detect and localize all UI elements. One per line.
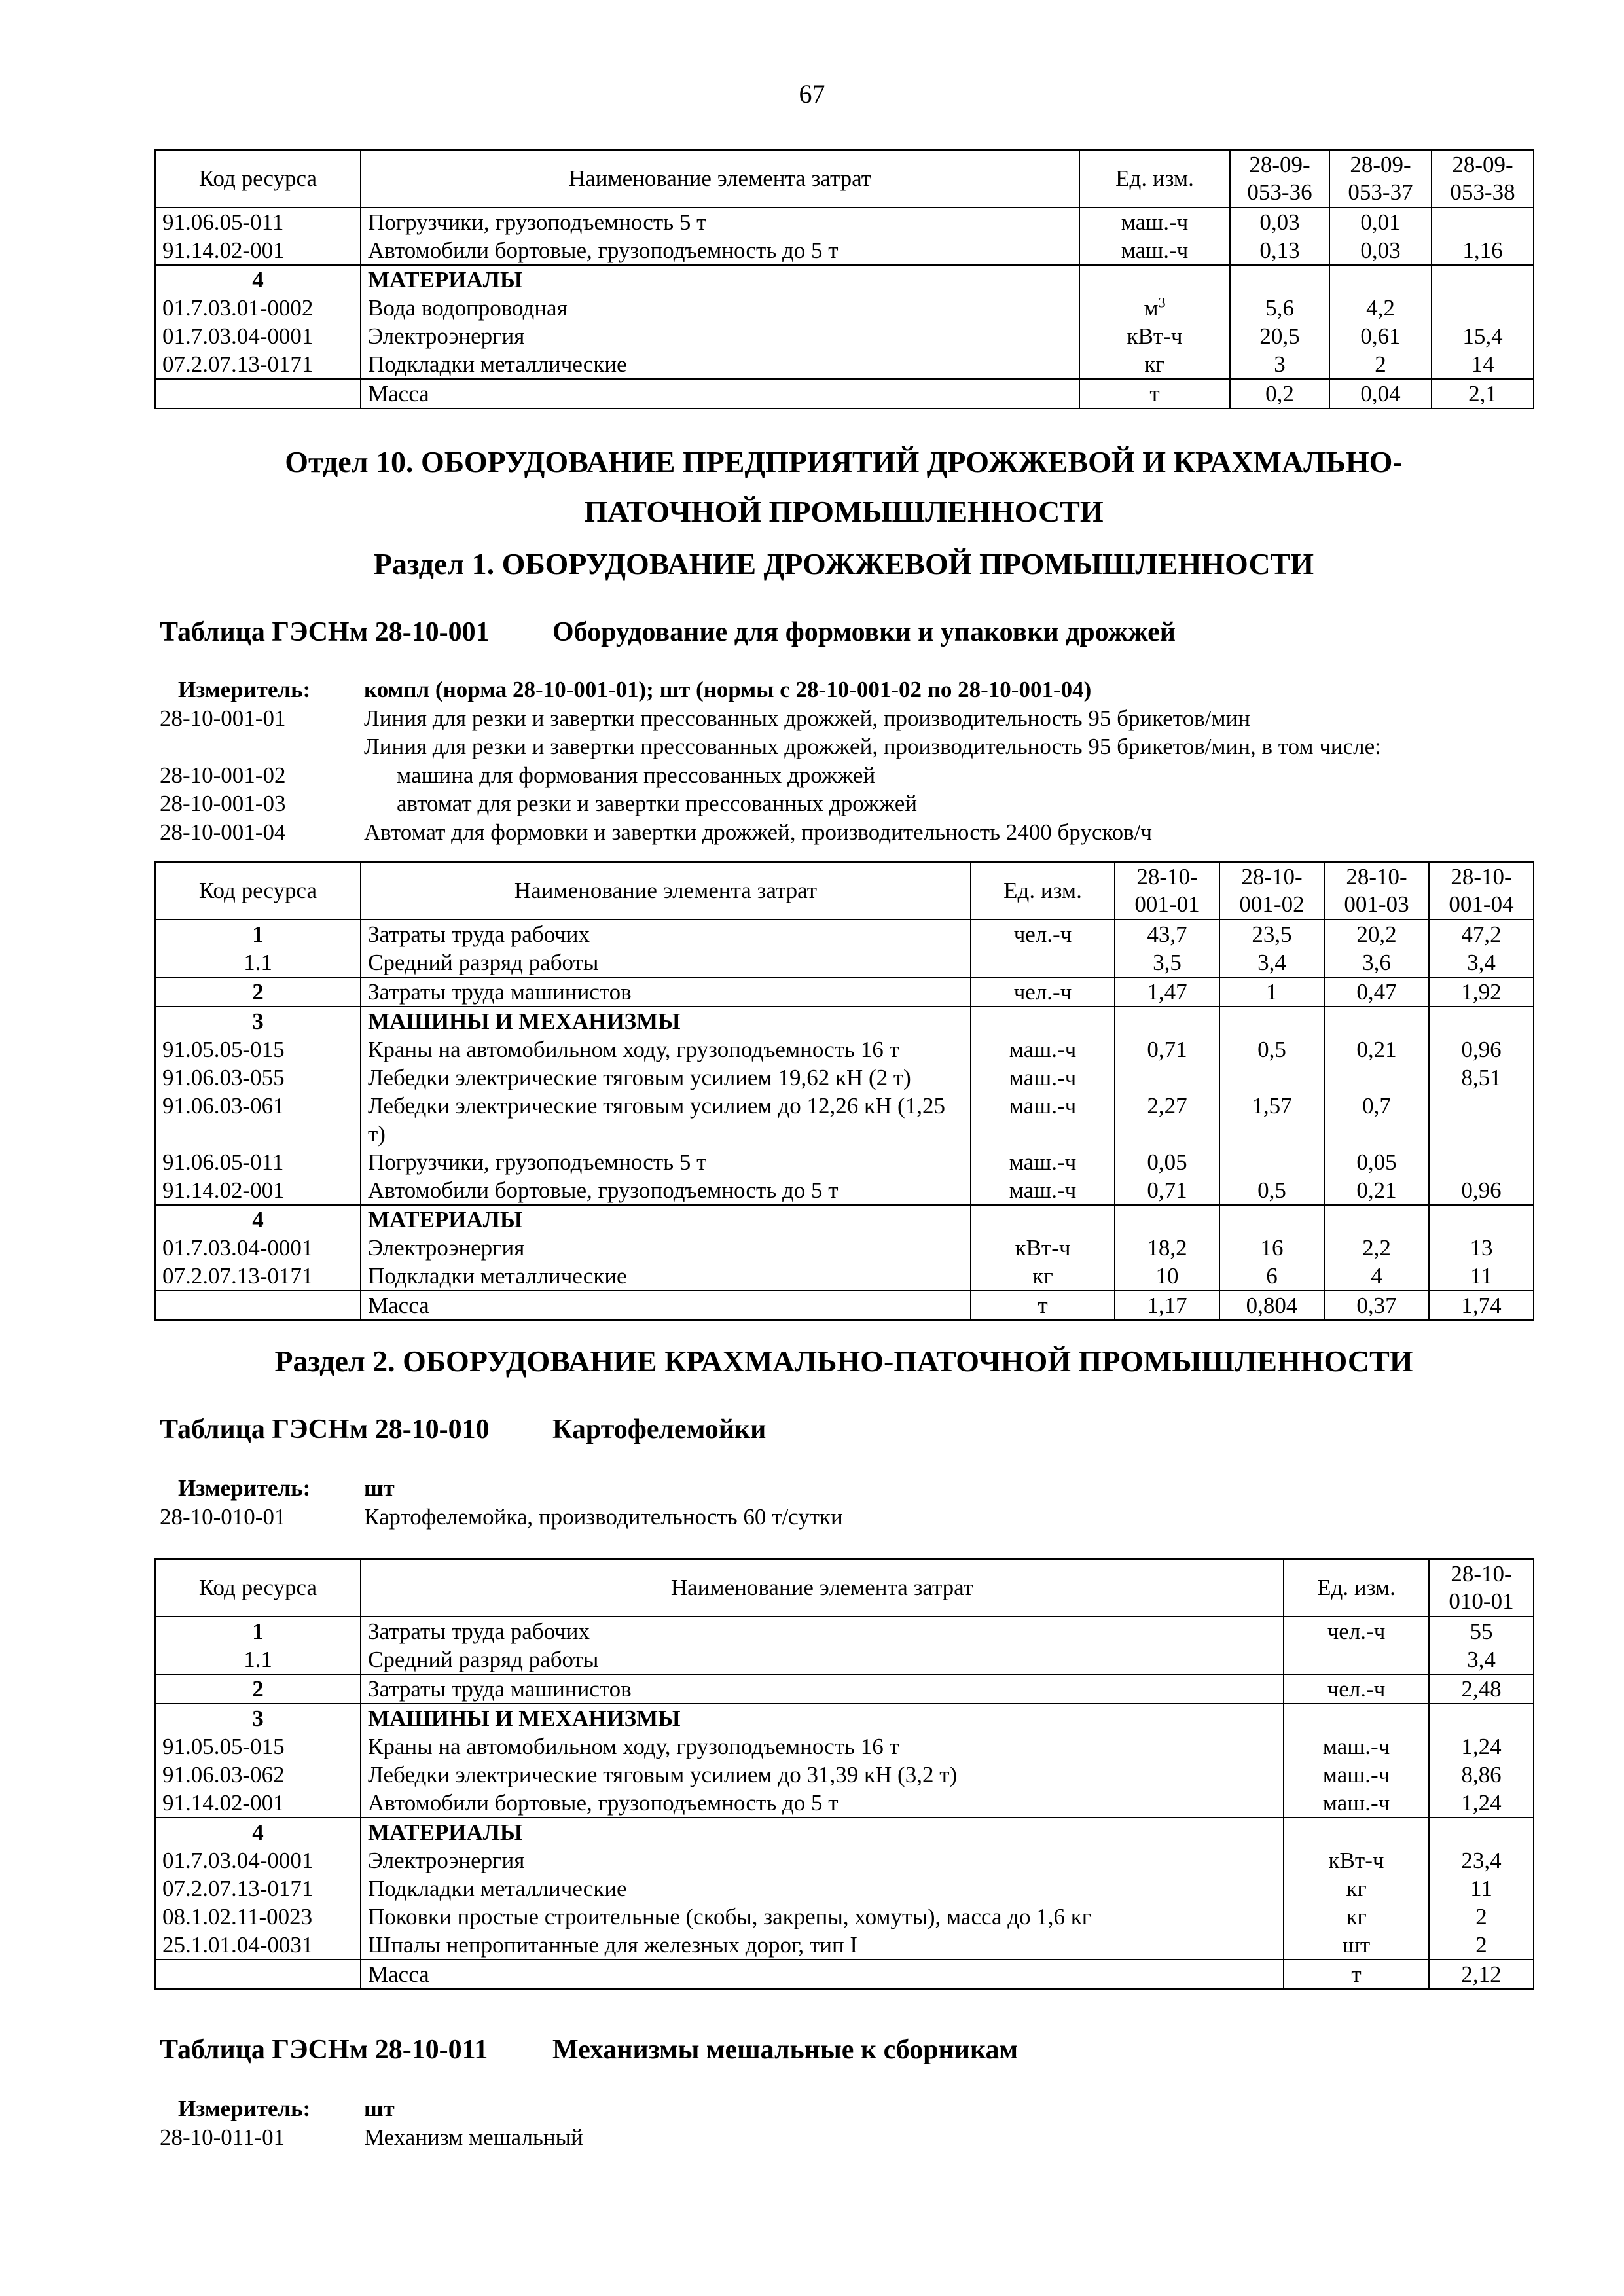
- table-row: [155, 1291, 1534, 1320]
- header-column: 28-10-010-01: [1429, 1559, 1534, 1617]
- table-row: [155, 1789, 1534, 1818]
- row-name: Средний разряд работы: [361, 948, 971, 977]
- table-header-row: [155, 150, 1534, 207]
- table-row: [155, 948, 1534, 977]
- row-unit: [1284, 1704, 1429, 1732]
- row-value: 2,1: [1432, 379, 1534, 408]
- meter-value: шт: [364, 2096, 395, 2121]
- row-code: 91.06.05-011: [155, 207, 361, 236]
- table-1-block: [154, 861, 1533, 1321]
- row-value: [1429, 1818, 1534, 1846]
- row-value: 0,13: [1230, 236, 1329, 265]
- row-value: 0,96: [1429, 1176, 1534, 1205]
- row-value: 11: [1429, 1262, 1534, 1291]
- row-code: 4: [155, 1818, 361, 1846]
- row-value: [1324, 1064, 1429, 1092]
- row-unit: маш.-ч: [971, 1035, 1115, 1064]
- row-value: 0,804: [1219, 1291, 1324, 1320]
- table-title: [160, 615, 1176, 649]
- row-value: 3,4: [1429, 1645, 1534, 1674]
- table-row: [155, 1732, 1534, 1761]
- norm-text: Автомат для формовки и завертки дрожжей, производительность 2400 брусков/ч: [364, 819, 1152, 845]
- meter-value: шт: [364, 1475, 395, 1501]
- row-value: [1219, 1064, 1324, 1092]
- unit-text: м: [1144, 295, 1159, 321]
- row-unit: [1079, 265, 1230, 294]
- header-unit: Ед. изм.: [1284, 1559, 1429, 1617]
- row-name: Погрузчики, грузоподъемность 5 т: [361, 207, 1079, 236]
- norm-code: 28-10-011-01: [160, 2124, 285, 2150]
- row-value: [1432, 265, 1534, 294]
- header-column: 28-10-001-01: [1115, 862, 1219, 920]
- row-value: 0,37: [1324, 1291, 1429, 1320]
- row-value: [1329, 265, 1432, 294]
- department-title-line: ПАТОЧНОЙ ПРОМЫШЛЕННОСТИ: [584, 495, 1104, 528]
- row-value: 1,17: [1115, 1291, 1219, 1320]
- header-unit: Ед. изм.: [971, 862, 1115, 920]
- row-value: 2,12: [1429, 1960, 1534, 1989]
- row-unit: маш.-ч: [971, 1064, 1115, 1092]
- row-code: 07.2.07.13-0171: [155, 350, 361, 379]
- table-row: [155, 1007, 1534, 1035]
- row-code: 01.7.03.04-0001: [155, 322, 361, 350]
- row-name: Масса: [361, 1291, 971, 1320]
- row-unit: маш.-ч: [1079, 207, 1230, 236]
- department-title-line: Отдел 10. ОБОРУДОВАНИЕ ПРЕДПРИЯТИЙ ДРОЖЖЕВОЙ И КРАХМАЛЬНО-: [285, 445, 1403, 478]
- row-unit: [1079, 294, 1230, 322]
- row-value: 0,5: [1219, 1176, 1324, 1205]
- row-name: Масса: [361, 1960, 1284, 1989]
- row-unit: [971, 1205, 1115, 1234]
- row-value: 2: [1329, 350, 1432, 379]
- norm-text: Картофелемойка, производительность 60 т/сутки: [364, 1503, 843, 1530]
- row-name: Электроэнергия: [361, 1846, 1284, 1874]
- row-value: 2: [1429, 1931, 1534, 1960]
- row-unit: т: [971, 1291, 1115, 1320]
- row-name: Затраты труда машинистов: [361, 977, 971, 1007]
- norm-text: Линия для резки и завертки прессованных дрожжей, производительность 95 брикетов/мин, в том числе:: [364, 734, 1381, 759]
- row-code: 91.14.02-001: [155, 236, 361, 265]
- table-row: [155, 1205, 1534, 1234]
- row-value: 2,27: [1115, 1092, 1219, 1148]
- row-value: [1219, 1148, 1324, 1176]
- norm-text: Линия для резки и завертки прессованных дрожжей, производительность 95 брикетов/мин: [364, 705, 1250, 731]
- row-code: 3: [155, 1007, 361, 1035]
- row-value: 8,51: [1429, 1064, 1534, 1092]
- meter-block: [160, 2094, 1534, 2151]
- row-name: Шпалы непропитанные для железных дорог, тип I: [361, 1931, 1284, 1960]
- norm-row: [160, 732, 1534, 761]
- section-title: Раздел 1. ОБОРУДОВАНИЕ ДРОЖЖЕВОЙ ПРОМЫШЛЕННОСТИ: [373, 547, 1314, 581]
- row-value: 2,2: [1324, 1234, 1429, 1262]
- table-top-block: [154, 149, 1533, 409]
- row-value: 0,61: [1329, 322, 1432, 350]
- row-name: МАТЕРИАЛЫ: [361, 265, 1079, 294]
- row-unit: [971, 1007, 1115, 1035]
- table-row: [155, 1818, 1534, 1846]
- row-value: 6: [1219, 1262, 1324, 1291]
- row-name: Подкладки металлические: [361, 350, 1079, 379]
- header-column: 28-09-053-36: [1230, 150, 1329, 207]
- row-name: Масса: [361, 379, 1079, 408]
- row-code: 1.1: [155, 1645, 361, 1674]
- meter-row: [160, 1474, 1534, 1503]
- row-unit: кг: [1284, 1874, 1429, 1903]
- row-value: 4: [1324, 1262, 1429, 1291]
- row-code: 91.05.05-015: [155, 1035, 361, 1064]
- row-code: 01.7.03.01-0002: [155, 294, 361, 322]
- row-name: МАШИНЫ И МЕХАНИЗМЫ: [361, 1704, 1284, 1732]
- row-unit: [971, 948, 1115, 977]
- table-row: [155, 1874, 1534, 1903]
- row-value: 15,4: [1432, 322, 1534, 350]
- table-row: [155, 350, 1534, 379]
- row-code: 1.1: [155, 948, 361, 977]
- header-unit: Ед. изм.: [1079, 150, 1230, 207]
- header-column: 28-10-001-04: [1429, 862, 1534, 920]
- row-value: 20,5: [1230, 322, 1329, 350]
- table-row: [155, 920, 1534, 948]
- row-value: 0,01: [1329, 207, 1432, 236]
- row-value: 0,05: [1115, 1148, 1219, 1176]
- row-value: [1429, 1007, 1534, 1035]
- table-row: [155, 1148, 1534, 1176]
- row-name: МАТЕРИАЛЫ: [361, 1205, 971, 1234]
- row-name: Подкладки металлические: [361, 1262, 971, 1291]
- row-unit: кВт-ч: [971, 1234, 1115, 1262]
- row-value: 0,7: [1324, 1092, 1429, 1148]
- table-row: [155, 265, 1534, 294]
- row-code: [155, 1291, 361, 1320]
- table-header-row: [155, 862, 1534, 920]
- row-value: 18,2: [1115, 1234, 1219, 1262]
- row-unit: чел.-ч: [1284, 1674, 1429, 1704]
- row-value: [1324, 1007, 1429, 1035]
- row-unit: т: [1284, 1960, 1429, 1989]
- row-value: 16: [1219, 1234, 1324, 1262]
- norm-row: [160, 704, 1534, 733]
- row-code: 91.14.02-001: [155, 1176, 361, 1205]
- norm-code: 28-10-001-04: [160, 819, 286, 845]
- row-value: [1429, 1205, 1534, 1234]
- row-value: 47,2: [1429, 920, 1534, 948]
- row-value: 1: [1219, 977, 1324, 1007]
- unit-superscript: 3: [1158, 294, 1166, 311]
- row-code: 91.06.03-055: [155, 1064, 361, 1092]
- row-code: [155, 379, 361, 408]
- row-name: Погрузчики, грузоподъемность 5 т: [361, 1148, 971, 1176]
- row-value: 0,71: [1115, 1035, 1219, 1064]
- row-value: 4,2: [1329, 294, 1432, 322]
- row-value: [1219, 1205, 1324, 1234]
- row-value: [1219, 1007, 1324, 1035]
- row-value: 3,4: [1429, 948, 1534, 977]
- row-value: 14: [1432, 350, 1534, 379]
- row-code: [155, 1960, 361, 1989]
- row-code: 07.2.07.13-0171: [155, 1874, 361, 1903]
- row-value: 0,04: [1329, 379, 1432, 408]
- table-row: [155, 1645, 1534, 1674]
- row-value: 0,5: [1219, 1035, 1324, 1064]
- row-name: Лебедки электрические тяговым усилием до 31,39 кН (3,2 т): [361, 1761, 1284, 1789]
- row-name: Подкладки металлические: [361, 1874, 1284, 1903]
- row-name: Автомобили бортовые, грузоподъемность до 5 т: [361, 236, 1079, 265]
- row-value: [1432, 294, 1534, 322]
- row-name: Электроэнергия: [361, 1234, 971, 1262]
- table-row: [155, 1903, 1534, 1931]
- row-value: [1115, 1007, 1219, 1035]
- row-code: 2: [155, 1674, 361, 1704]
- meter-block: [160, 1474, 1534, 1531]
- row-unit: маш.-ч: [1079, 236, 1230, 265]
- row-value: 0,05: [1324, 1148, 1429, 1176]
- row-value: 10: [1115, 1262, 1219, 1291]
- row-value: [1115, 1064, 1219, 1092]
- row-unit: [1284, 1818, 1429, 1846]
- row-value: 0,47: [1324, 977, 1429, 1007]
- row-value: 0,21: [1324, 1176, 1429, 1205]
- table-row: [155, 1035, 1534, 1064]
- meter-value: компл (норма 28-10-001-01); шт (нормы с 28-10-001-02 по 28-10-001-04): [364, 677, 1092, 702]
- row-value: 0,03: [1329, 236, 1432, 265]
- table-row: [155, 977, 1534, 1007]
- header-code: Код ресурса: [155, 1559, 361, 1617]
- row-unit: [1284, 1645, 1429, 1674]
- row-value: 3,6: [1324, 948, 1429, 977]
- norm-text: автомат для резки и завертки прессованных дрожжей: [397, 791, 917, 816]
- row-value: [1429, 1148, 1534, 1176]
- table-header-row: [155, 1559, 1534, 1617]
- table-row: [155, 1176, 1534, 1205]
- row-unit: маш.-ч: [971, 1148, 1115, 1176]
- meter-row: [160, 2094, 1534, 2123]
- row-unit: кг: [1284, 1903, 1429, 1931]
- row-code: 4: [155, 265, 361, 294]
- table-title: [160, 1412, 767, 1446]
- row-name: Затраты труда рабочих: [361, 920, 971, 948]
- row-name: Лебедки электрические тяговым усилием 19,62 кН (2 т): [361, 1064, 971, 1092]
- row-value: 1,74: [1429, 1291, 1534, 1320]
- table-2-block: [154, 1558, 1533, 1990]
- table-row: [155, 294, 1534, 322]
- header-column: 28-09-053-38: [1432, 150, 1534, 207]
- norm-text: Механизм мешальный: [364, 2124, 583, 2150]
- table-row: [155, 1674, 1534, 1704]
- row-unit: кг: [1079, 350, 1230, 379]
- row-name: Затраты труда рабочих: [361, 1617, 1284, 1645]
- header-code: Код ресурса: [155, 862, 361, 920]
- table-label: Таблица ГЭСНм 28-10-001: [160, 617, 490, 647]
- norm-code: 28-10-001-01: [160, 705, 286, 731]
- row-name: Лебедки электрические тяговым усилием до 12,26 кН (1,25 т): [361, 1092, 971, 1148]
- row-code: 08.1.02.11-0023: [155, 1903, 361, 1931]
- row-value: 3,5: [1115, 948, 1219, 977]
- table-row: [155, 1761, 1534, 1789]
- row-unit: маш.-ч: [971, 1092, 1115, 1148]
- row-code: 01.7.03.04-0001: [155, 1234, 361, 1262]
- header-column: 28-09-053-37: [1329, 150, 1432, 207]
- row-value: 1,47: [1115, 977, 1219, 1007]
- row-name: Вода водопроводная: [361, 294, 1079, 322]
- row-code: 3: [155, 1704, 361, 1732]
- row-code: 91.14.02-001: [155, 1789, 361, 1818]
- row-value: 2: [1429, 1903, 1534, 1931]
- section-title: Раздел 2. ОБОРУДОВАНИЕ КРАХМАЛЬНО-ПАТОЧНОЙ ПРОМЫШЛЕННОСТИ: [274, 1344, 1413, 1378]
- table-row: [155, 1234, 1534, 1262]
- table-label: Таблица ГЭСНм 28-10-011: [160, 2035, 488, 2065]
- row-code: 01.7.03.04-0001: [155, 1846, 361, 1874]
- meter-label: Измеритель:: [178, 677, 311, 702]
- row-code: 91.06.05-011: [155, 1148, 361, 1176]
- row-value: 1,24: [1429, 1789, 1534, 1818]
- row-name: Автомобили бортовые, грузоподъемность до 5 т: [361, 1789, 1284, 1818]
- row-unit: маш.-ч: [971, 1176, 1115, 1205]
- row-unit: чел.-ч: [1284, 1617, 1429, 1645]
- table-label: Таблица ГЭСНм 28-10-010: [160, 1414, 490, 1444]
- row-unit: маш.-ч: [1284, 1732, 1429, 1761]
- table-row: [155, 1931, 1534, 1960]
- row-value: 1,16: [1432, 236, 1534, 265]
- row-unit: чел.-ч: [971, 977, 1115, 1007]
- meter-block: [160, 675, 1534, 846]
- resource-table-28-10-010: [154, 1558, 1534, 1990]
- row-value: 0,2: [1230, 379, 1329, 408]
- row-value: 43,7: [1115, 920, 1219, 948]
- table-row: [155, 1064, 1534, 1092]
- row-code: 91.05.05-015: [155, 1732, 361, 1761]
- row-unit: кВт-ч: [1284, 1846, 1429, 1874]
- row-value: 1,57: [1219, 1092, 1324, 1148]
- row-value: 20,2: [1324, 920, 1429, 948]
- row-code: 1: [155, 1617, 361, 1645]
- row-value: 2,48: [1429, 1674, 1534, 1704]
- header-name: Наименование элемента затрат: [361, 150, 1079, 207]
- header-name: Наименование элемента затрат: [361, 862, 971, 920]
- row-value: 1,92: [1429, 977, 1534, 1007]
- resource-table-top: [154, 149, 1534, 409]
- row-name: Электроэнергия: [361, 322, 1079, 350]
- norm-code: 28-10-010-01: [160, 1503, 286, 1530]
- table-title: [160, 2033, 1019, 2067]
- row-value: 3: [1230, 350, 1329, 379]
- row-value: 23,4: [1429, 1846, 1534, 1874]
- row-name: Поковки простые строительные (скобы, закрепы, хомуты), масса до 1,6 кг: [361, 1903, 1284, 1931]
- row-value: 5,6: [1230, 294, 1329, 322]
- table-row: [155, 379, 1534, 408]
- norm-row: [160, 789, 1534, 818]
- row-name: Краны на автомобильном ходу, грузоподъемность 16 т: [361, 1732, 1284, 1761]
- table-name: Картофелемойки: [552, 1414, 767, 1444]
- norm-row: [160, 761, 1534, 790]
- norm-row: [160, 818, 1534, 847]
- row-name: Затраты труда машинистов: [361, 1674, 1284, 1704]
- row-value: 13: [1429, 1234, 1534, 1262]
- table-row: [155, 1960, 1534, 1989]
- header-column: 28-10-001-03: [1324, 862, 1429, 920]
- table-row: [155, 1092, 1534, 1148]
- table-row: [155, 207, 1534, 236]
- page-number: 67: [799, 79, 825, 109]
- row-unit: т: [1079, 379, 1230, 408]
- table-row: [155, 1704, 1534, 1732]
- meter-label: Измеритель:: [178, 2096, 311, 2121]
- header-column: 28-10-001-02: [1219, 862, 1324, 920]
- row-value: [1429, 1092, 1534, 1148]
- table-name: Оборудование для формовки и упаковки дрожжей: [552, 617, 1176, 647]
- row-value: [1432, 207, 1534, 236]
- row-unit: кВт-ч: [1079, 322, 1230, 350]
- row-value: [1429, 1704, 1534, 1732]
- table-row: [155, 1262, 1534, 1291]
- row-name: Средний разряд работы: [361, 1645, 1284, 1674]
- row-value: 1,24: [1429, 1732, 1534, 1761]
- department-title: [154, 437, 1533, 537]
- row-value: 23,5: [1219, 920, 1324, 948]
- header-name: Наименование элемента затрат: [361, 1559, 1284, 1617]
- row-name: Автомобили бортовые, грузоподъемность до 5 т: [361, 1176, 971, 1205]
- resource-table-28-10-001: [154, 861, 1534, 1321]
- table-name: Механизмы мешальные к сборникам: [552, 2035, 1019, 2065]
- norm-code: 28-10-001-03: [160, 791, 286, 816]
- row-code: 25.1.01.04-0031: [155, 1931, 361, 1960]
- meter-row: [160, 675, 1534, 704]
- table-row: [155, 1846, 1534, 1874]
- row-code: 91.06.03-061: [155, 1092, 361, 1148]
- norm-row: [160, 2123, 1534, 2152]
- row-code: 07.2.07.13-0171: [155, 1262, 361, 1291]
- row-value: [1324, 1205, 1429, 1234]
- table-row: [155, 1617, 1534, 1645]
- table-row: [155, 322, 1534, 350]
- row-value: [1115, 1205, 1219, 1234]
- norm-text: машина для формования прессованных дрожжей: [397, 762, 876, 788]
- header-code: Код ресурса: [155, 150, 361, 207]
- row-name: Краны на автомобильном ходу, грузоподъемность 16 т: [361, 1035, 971, 1064]
- row-value: 0,03: [1230, 207, 1329, 236]
- row-value: 8,86: [1429, 1761, 1534, 1789]
- row-code: 2: [155, 977, 361, 1007]
- row-value: [1230, 265, 1329, 294]
- row-value: 55: [1429, 1617, 1534, 1645]
- row-code: 1: [155, 920, 361, 948]
- row-code: 91.06.03-062: [155, 1761, 361, 1789]
- row-name: МАТЕРИАЛЫ: [361, 1818, 1284, 1846]
- row-value: 3,4: [1219, 948, 1324, 977]
- row-unit: чел.-ч: [971, 920, 1115, 948]
- row-unit: шт: [1284, 1931, 1429, 1960]
- row-value: 0,21: [1324, 1035, 1429, 1064]
- row-unit: маш.-ч: [1284, 1761, 1429, 1789]
- row-name: МАШИНЫ И МЕХАНИЗМЫ: [361, 1007, 971, 1035]
- row-code: 4: [155, 1205, 361, 1234]
- table-row: [155, 236, 1534, 265]
- row-unit: маш.-ч: [1284, 1789, 1429, 1818]
- norm-row: [160, 1503, 1534, 1532]
- meter-label: Измеритель:: [178, 1475, 311, 1501]
- row-unit: кг: [971, 1262, 1115, 1291]
- row-value: 0,96: [1429, 1035, 1534, 1064]
- row-value: 11: [1429, 1874, 1534, 1903]
- norm-code: 28-10-001-02: [160, 762, 286, 788]
- row-value: 0,71: [1115, 1176, 1219, 1205]
